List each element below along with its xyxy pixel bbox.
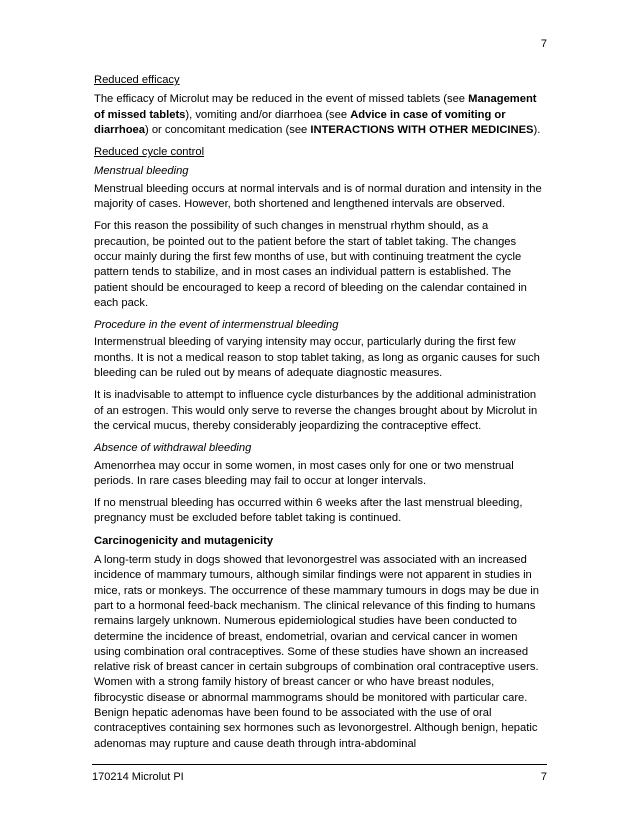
footer-page-number: 7: [540, 771, 547, 783]
section-heading-reduced-efficacy: Reduced efficacy: [94, 74, 180, 86]
document-body: [94, 73, 546, 759]
text-run: ) or concomitant medication (see: [144, 123, 311, 136]
bold-reference: Management of missed tablets: [94, 93, 537, 121]
reduced-efficacy-paragraph: [94, 92, 546, 138]
footer-document-id: 170214 Microlut PI: [92, 771, 184, 783]
bold-reference: Advice in case of vomiting or diarrhoea: [94, 108, 506, 136]
page-footer: [92, 764, 547, 783]
section-heading-carcinogenicity: Carcinogenicity and mutagenicity: [94, 534, 274, 547]
text-run: The efficacy of Microlut may be reduced in the event of missed tablets (see: [94, 93, 469, 106]
subheading-intermenstrual-bleeding: Procedure in the event of intermenstrual bleeding: [94, 319, 339, 332]
intermenstrual-paragraph-2: It is inadvisable to attempt to influence cycle disturbances by the additional administration of an estrogen. This would only serve to reverse the changes brought about by Microlut in the cervical mucus, thereby considerably jeopardizing the contraceptive effect.: [94, 389, 538, 432]
menstrual-paragraph-2: For this reason the possibility of such changes in menstrual rhythm should, as a precaution, be pointed out to the patient before the start of tablet taking. The changes occur mainly during the first few months of use, but with continuing treatment the cycle pattern tends to stabilize, and in most cases an individual pattern is established. The patient should be encouraged to keep a record of bleeding on the calendar contained in each pack.: [94, 220, 527, 309]
text-run: ).: [533, 123, 541, 136]
bold-reference: INTERACTIONS WITH OTHER MEDICINES: [310, 123, 534, 136]
section-heading-reduced-cycle-control: Reduced cycle control: [94, 146, 205, 159]
subheading-menstrual-bleeding: Menstrual bleeding: [94, 165, 189, 178]
text-run: ), vomiting and/or diarrhoea (see: [185, 108, 351, 121]
withdrawal-paragraph-1: Amenorrhea may occur in some women, in most cases only for one or two menstrual periods. In rare cases bleeding may fail to occur at longer intervals.: [94, 459, 514, 487]
carcinogenicity-paragraph: A long-term study in dogs showed that levonorgestrel was associated with an increased incidence of mammary tumours, although similar findings were not apparent in studies in mice, rats or monkeys. The occurrence of these mammary tumours in dogs may be due in part to a hormonal feed-back mechanism. The clinical relevance of this finding to humans remains largely unknown. Numerous epidemiological studies have been conducted to determine the incidence of breast, endometrial, ovarian and cervical cancer in women using combination oral contraceptives. Some of these studies have shown an increased relative risk of breast cancer in certain subgroups of combination oral contraceptive users. Women with a strong family history of breast cancer or who have breast nodules, fibrocystic disease or abnormal mammograms should be monitored with particular care. Benign hepatic adenomas have been found to be associated with the use of oral contraceptives containing sex hormones such as levonorgestrel. Although benign, hepatic adenomas may rupture and cause death through intra-abdominal: [94, 554, 539, 750]
withdrawal-paragraph-2: If no menstrual bleeding has occurred within 6 weeks after the last menstrual bleeding, pregnancy must be excluded before tablet taking is continued.: [94, 497, 523, 525]
menstrual-paragraph-1: Menstrual bleeding occurs at normal intervals and is of normal duration and intensity in the majority of cases. However, both shortened and lengthened intervals are observed.: [94, 182, 542, 211]
intermenstrual-paragraph-1: Intermenstrual bleeding of varying intensity may occur, particularly during the first few months. It is not a medical reason to stop tablet taking, as long as organic causes for such bleeding can be ruled out by means of adequate diagnostic measures.: [94, 336, 540, 380]
header-page-number: 7: [540, 38, 547, 50]
subheading-absence-withdrawal-bleeding: Absence of withdrawal bleeding: [94, 442, 252, 455]
